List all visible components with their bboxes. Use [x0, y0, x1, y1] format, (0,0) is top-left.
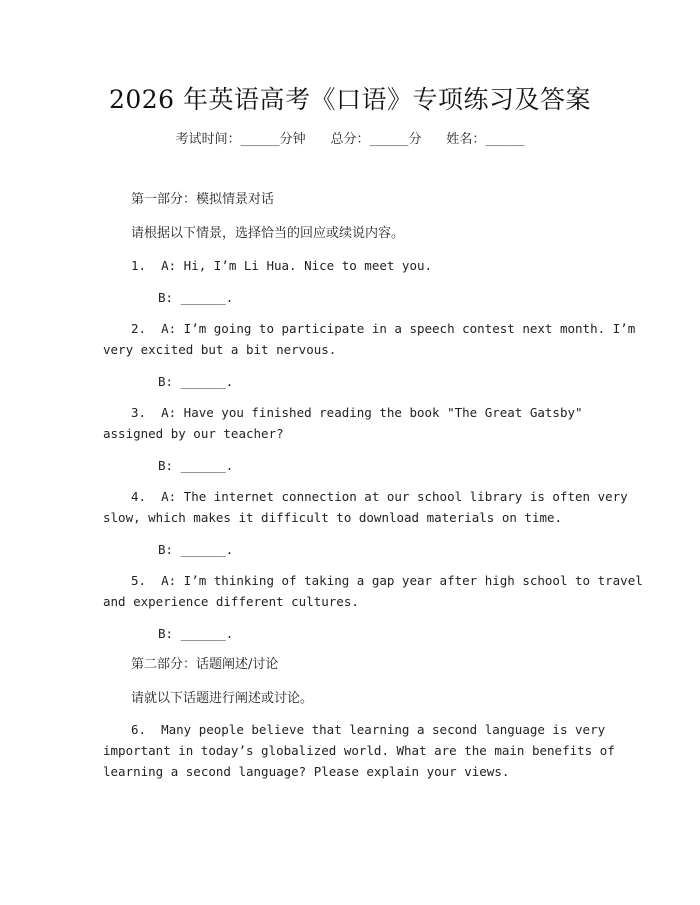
question-5-line2: and experience different cultures.	[103, 594, 359, 609]
question-6-line1: 6. Many people believe that learning a second language is very	[131, 722, 606, 737]
question-5-line1: 5. A: I’m thinking of taking a gap year after high school to travel	[131, 573, 643, 588]
question-2-line1: 2. A: I’m going to participate in a speech contest next month. I’m	[131, 321, 636, 336]
time-label: 考试时间：	[175, 132, 241, 147]
score-unit: 分	[408, 132, 422, 147]
exam-meta	[0, 131, 700, 149]
question-4-answer: B: ______.	[158, 542, 234, 557]
document-title: 2026 年英语高考《口语》专项练习及答案	[108, 85, 592, 114]
question-1-line1: 1. A: Hi, I’m Li Hua. Nice to meet you.	[131, 258, 433, 273]
question-3-line1: 3. A: Have you finished reading the book "The Great Gatsby"	[131, 405, 583, 420]
question-4-line1: 4. A: The internet connection at our school library is often very	[131, 489, 628, 504]
question-3-line2: assigned by our teacher?	[103, 426, 284, 441]
question-2-line2: very excited but a bit nervous.	[103, 342, 337, 357]
part1-heading: 第一部分：模拟情景对话	[131, 192, 275, 207]
question-6-line2: important in today’s globalized world. What are the main benefits of	[103, 743, 615, 758]
question-4-line2: slow, which makes it difficult to download materials on time.	[103, 510, 563, 525]
time-unit: 分钟	[279, 132, 306, 147]
question-3-answer: B: ______.	[158, 458, 234, 473]
question-6-line3: learning a second language? Please explain your views.	[103, 764, 510, 779]
part2-instruction: 请就以下话题进行阐述或讨论。	[131, 691, 314, 706]
time-blank: ______	[240, 132, 280, 147]
question-1-answer: B: ______.	[158, 290, 234, 305]
name-label: 姓名：	[446, 132, 486, 147]
part2-heading: 第二部分：话题阐述/讨论	[131, 657, 279, 672]
name-blank: ______	[485, 132, 525, 147]
question-2-answer: B: ______.	[158, 374, 234, 389]
score-label: 总分：	[330, 132, 370, 147]
score-blank: ______	[369, 132, 409, 147]
part1-instruction: 请根据以下情景，选择恰当的回应或续说内容。	[131, 226, 405, 241]
question-5-answer: B: ______.	[158, 626, 234, 641]
